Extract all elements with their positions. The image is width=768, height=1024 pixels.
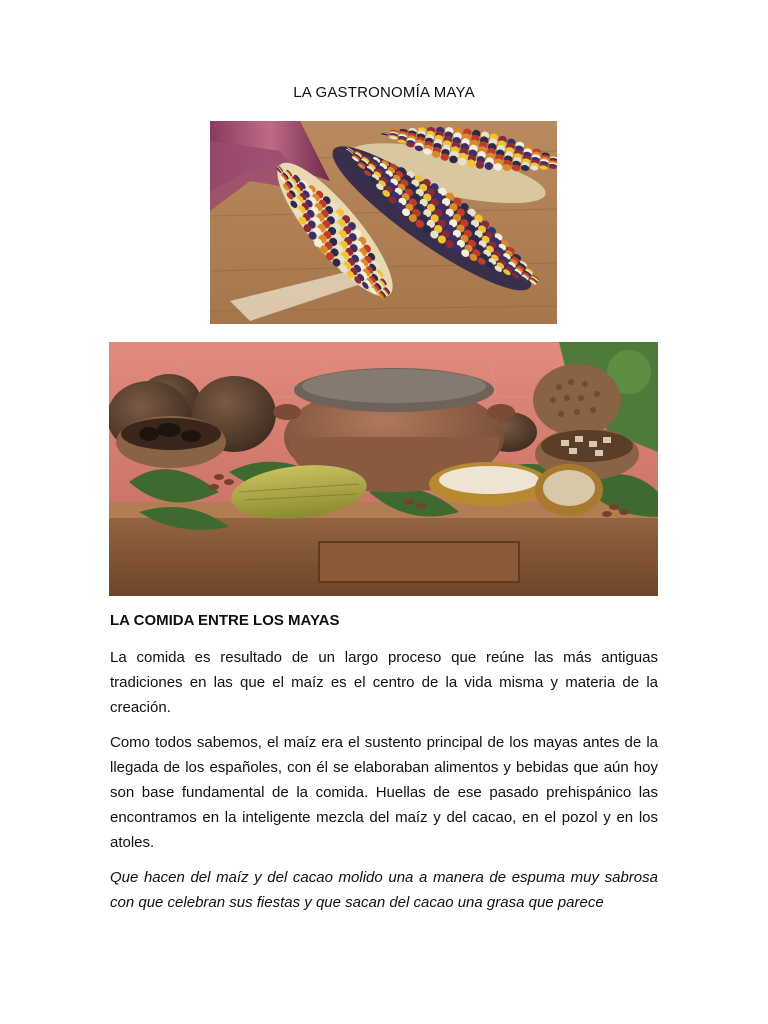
colorful-corn-photo bbox=[210, 121, 557, 324]
paragraph: La comida es resultado de un largo proceso que reúne las más antiguas tradiciones en las que el maíz es el centro de la vida misma y materia de la creación. bbox=[110, 649, 658, 716]
cacao-and-clay-pot-photo bbox=[109, 342, 658, 596]
paragraph: Como todos sabemos, el maíz era el sustento principal de los mayas antes de la llegada de los españoles, con él se elaboraban alimentos y bebidas que aún hoy son base fundamental de la comida. Huellas de ese pasado prehispánico las encontramos en la inteligente mezcla del maíz y del cacao, en el pozol y en los atoles. bbox=[110, 734, 658, 851]
section-heading: LA COMIDA ENTRE LOS MAYAS bbox=[110, 612, 340, 629]
cacao-and-clay-pot-image bbox=[109, 342, 658, 596]
colorful-corn-image bbox=[210, 121, 557, 324]
paragraph-quote: Que hacen del maíz y del cacao molido una a manera de espuma muy sabrosa con que celebran sus fiestas y que sacan del cacao una grasa que parece bbox=[110, 869, 658, 911]
page-title: LA GASTRONOMÍA MAYA bbox=[293, 84, 475, 101]
